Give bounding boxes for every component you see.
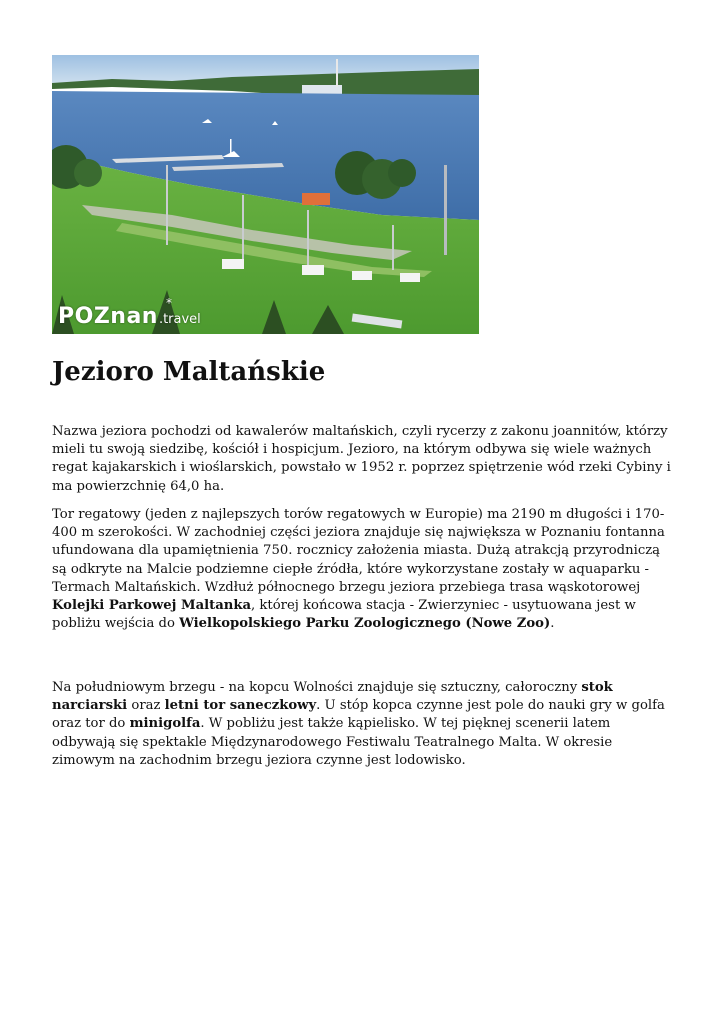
paragraph-text: oraz bbox=[127, 698, 165, 714]
bold-minigolf: minigolfa bbox=[129, 716, 201, 732]
logo-brand: POZnan bbox=[58, 304, 158, 329]
bold-toboggan-run: letni tor saneczkowy bbox=[164, 698, 317, 714]
link-kolejka-maltanka: Kolejki Parkowej Maltanka bbox=[52, 598, 252, 614]
page-title: Jezioro Maltańskie bbox=[52, 357, 326, 387]
lake-landscape-image bbox=[52, 55, 479, 334]
paragraph-text: . bbox=[550, 616, 555, 632]
paragraph-text: , której końcowa stacja - Zwierzyniec - usytuowana jest w pobliżu wejścia do bbox=[52, 598, 636, 632]
paragraph-history: Nazwa jeziora pochodzi od kawalerów maltańskich, czyli rycerzy z zakonu joannitów, którzy mieli tu swoją siedzibę, kościół i hospicjum. Jezioro, na którym odbywa się wiele ważnych regat kajakarskich i wioślarskich, powstało w 1952 r. poprzez spiętrzenie wód rzeki Cybiny i ma powierzchnię 64,0 ha. bbox=[52, 424, 671, 494]
paragraph-attractions bbox=[52, 679, 677, 770]
paragraph-text: . W pobliżu jest także kąpielisko. W tej pięknej scenerii latem odbywają się spektakle Międzynarodowego Festiwalu Teatralnego Malta. W okresie zimowym na zachodnim brzegu jeziora czynne jest lodowisko. bbox=[52, 716, 613, 768]
poznan-travel-logo bbox=[58, 296, 201, 329]
lake-photo bbox=[52, 55, 479, 334]
link-nowe-zoo: Wielkopolskiego Parku Zoologicznego (Nowe Zoo) bbox=[179, 616, 551, 632]
paragraph-text: . U stóp kopca czynne jest pole do nauki gry w golfa oraz tor do bbox=[52, 698, 665, 732]
paragraph-text: Na południowym brzegu - na kopcu Wolności znajduje się sztuczny, całoroczny bbox=[52, 680, 582, 695]
paragraph-text: Tor regatowy (jeden z najlepszych torów regatowych w Europie) ma 2190 m długości i 170-400 m szerokości. W zachodniej części jeziora znajduje się największa w Poznaniu fontanna ufundowana dla upamiętnienia 750. rocznicy założenia miasta. Dużą atrakcją przyrodniczą są odkryte na Malcie podziemne ciepłe źródła, które wykorzystane zostały w aquaparku - Termach Maltańskich. Wzdłuż północnego brzegu jeziora przebiega trasa wąskotorowej bbox=[52, 507, 665, 595]
logo-star-icon: * bbox=[166, 296, 172, 310]
logo-suffix: .travel bbox=[158, 312, 201, 327]
bold-ski-slope: stok narciarski bbox=[52, 680, 613, 714]
paragraph-regatta-course bbox=[52, 506, 677, 633]
